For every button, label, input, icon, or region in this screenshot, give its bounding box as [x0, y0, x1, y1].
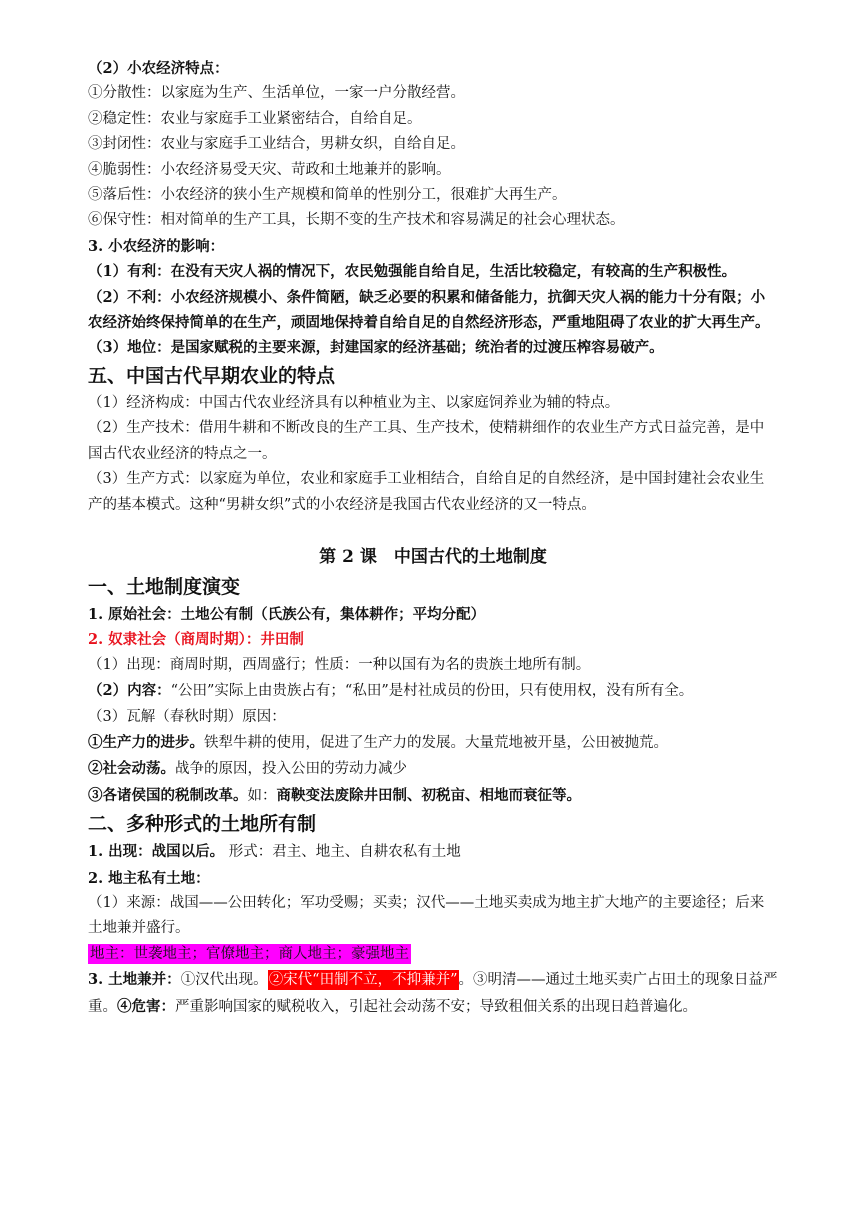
- reason-unrest: [88, 756, 778, 782]
- agri-feature-2: （2）生产技术：借用牛耕和不断改良的生产工具、生产技术，使精耕细作的农业生产方式日益完善，是中国古代农业经济的特点之一。: [88, 420, 765, 462]
- annexation-label: 3. 土地兼并：: [88, 971, 181, 989]
- content-label: （2）内容：: [88, 682, 171, 700]
- reason-tax-reform: [88, 783, 778, 809]
- feature-item: ②稳定性：农业与家庭手工业紧密结合，自给自足。: [88, 110, 422, 127]
- emergence-label: 1. 出现：战国以后。: [88, 843, 225, 861]
- emergence-text: 形式：君主、地主、自耕农私有土地: [224, 844, 461, 861]
- harm-text: 严重影响国家的赋税收入，引起社会动荡不安；导致租佃关系的出现日趋普遍化。: [175, 998, 697, 1015]
- land-system-evolution-heading: 一、土地制度演变: [88, 575, 241, 598]
- reason-label: ②社会动荡。: [88, 760, 175, 778]
- feature-item: ①分散性：以家庭为生产、生活单位，一家一户分散经营。: [88, 85, 465, 102]
- agri-feature-1: （1）经济构成：中国古代农业经济具有以种植业为主、以家庭饲养业为辅的特点。: [88, 394, 620, 411]
- landlord-ownership-heading: 2. 地主私有土地：: [88, 869, 210, 887]
- land-ownership-heading: 二、多种形式的土地所有制: [88, 813, 317, 836]
- small-farming-features-heading: （2）小农经济特点：: [88, 60, 229, 77]
- agri-feature-3: （3）生产方式：以家庭为单位，农业和家庭手工业相结合，自给自足的自然经济，是中国封建社会农业生产的基本模式。这种“男耕女织”式的小农经济是我国古代农业经济的又一特点。: [88, 471, 765, 513]
- primitive-society-item: 1. 原始社会：土地公有制（氏族公有，集体耕作；平均分配）: [88, 605, 486, 623]
- feature-item: ④脆弱性：小农经济易受天灾、苛政和土地兼并的影响。: [88, 161, 451, 178]
- well-field-origin: （1）出现：商周时期，西周盛行；性质：一种以国有为名的贵族土地所有制。: [88, 656, 591, 673]
- influence-negative: （2）不利：小农经济规模小、条件简陋，缺乏必要的积累和储备能力，抗御天灾人祸的能力十分有限；小农经济始终保持简单的在生产，顽固地保持着自给自足的自然经济形态，严重地阻碍了农业的扩大再生产。: [88, 288, 770, 332]
- ownership-emergence: [88, 839, 778, 865]
- annexation-ming-qing: 。③明清——通过土地买卖广占田土的现象日益严重。: [88, 972, 778, 1015]
- reason-mid: 如：: [247, 787, 277, 804]
- lesson-title: 第 2 课 中国古代的土地制度: [319, 546, 547, 567]
- reason-label: ③各诸侯国的税制改革。: [88, 786, 248, 804]
- reason-text: 铁犁牛耕的使用，促进了生产力的发展。大量荒地被开垦，公田被抛荒。: [204, 734, 668, 751]
- harm-label: ④危害：: [117, 997, 175, 1015]
- landlord-types: [88, 942, 778, 967]
- reason-label: ①生产力的进步。: [88, 733, 204, 751]
- influence-positive: （1）有利：在没有天灾人祸的情况下，农民勉强能自给自足，生活比较稳定，有较高的生产积极性。: [88, 263, 737, 281]
- feature-item: ⑥保守性：相对简单的生产工具，长期不变的生产技术和容易满足的社会心理状态。: [88, 212, 625, 229]
- collapse-reasons-heading: （3）瓦解（春秋时期）原因：: [88, 708, 286, 725]
- feature-item: ③封闭性：农业与家庭手工业结合，男耕女织，自给自足。: [88, 136, 465, 153]
- landlord-ownership-source: （1）来源：战国——公田转化；军功受赐；买卖；汉代——土地买卖成为地主扩大地产的主要途径；后来土地兼并盛行。: [88, 894, 765, 937]
- influence-status: （3）地位：是国家赋税的主要来源，封建国家的经济基础；统治者的过渡压榨容易破产。: [88, 339, 664, 357]
- annexation-han: ①汉代出现。: [180, 972, 268, 989]
- well-field-content: [88, 678, 778, 704]
- influence-heading: 3. 小农经济的影响：: [88, 237, 225, 255]
- slave-society-item: 2. 奴隶社会（商周时期）：井田制: [88, 631, 304, 649]
- document-page: [88, 56, 778, 1020]
- section-five-heading: 五、中国古代早期农业的特点: [88, 364, 336, 387]
- landlord-types-highlight: 地主：世袭地主；官僚地主；商人地主；豪强地主: [90, 945, 409, 962]
- reason-text: 商鞅变法废除井田制、初税亩、相地而衰征等。: [276, 786, 581, 804]
- reason-productivity: [88, 730, 778, 756]
- annexation-song-highlight: ②宋代“田制不立，不抑兼并”: [268, 972, 458, 989]
- content-text: “公田”实际上由贵族占有；“私田”是村社成员的份田，只有使用权，没有所有全。: [170, 683, 694, 700]
- reason-text: 战争的原因，投入公田的劳动力减少: [175, 761, 407, 778]
- feature-item: ⑤落后性：小农经济的狭小生产规模和简单的性别分工，很难扩大再生产。: [88, 187, 567, 204]
- land-annexation: [88, 967, 778, 1020]
